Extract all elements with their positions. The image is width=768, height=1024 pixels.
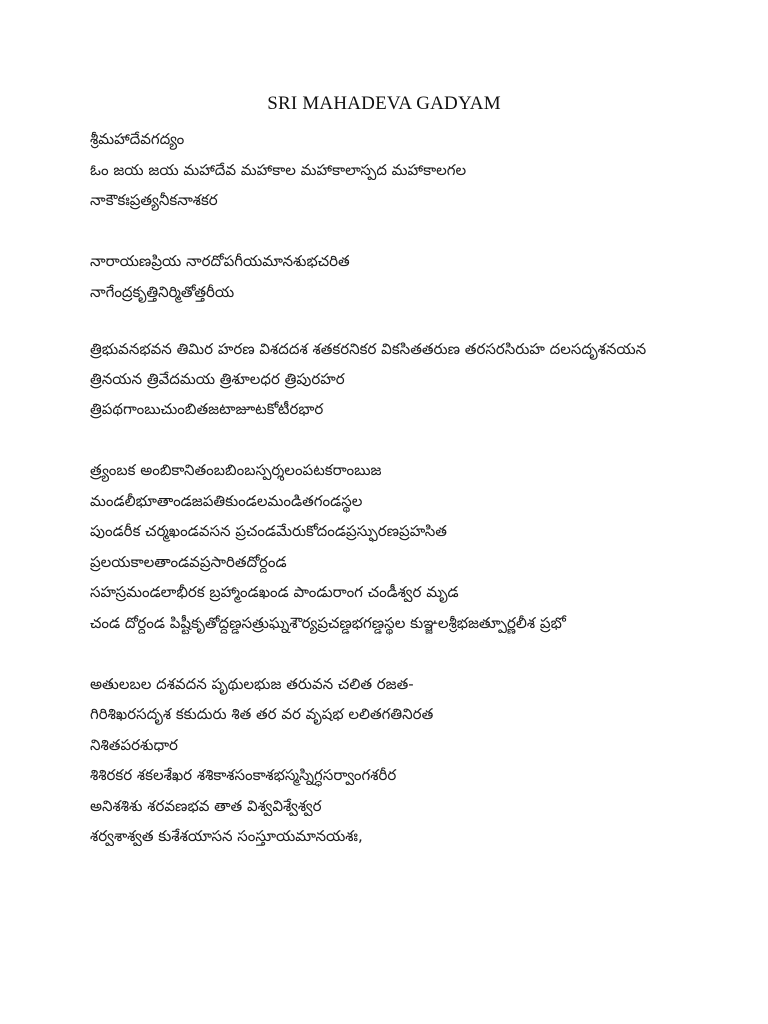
text-line: నాగేంద్రకృత్తినిర్మితోత్తరీయ	[90, 282, 235, 301]
text-line: నారాయణప్రియ నారదోపగీయమానశుభచరిత	[90, 252, 350, 270]
text-line: త్రినయన త్రివేదమయ త్రిశూలధర త్రిపురహర	[90, 369, 345, 388]
document-body	[90, 124, 690, 852]
text-line: త్రిభువనభవన తిమిర హరణ విశదదశ శతకరనికర వికసితతరుణ తరసరసిరుహ దలసదృశనయన	[90, 339, 647, 358]
text-line: ఓం జయ జయ మహాదేవ మహాకాల మహాకాలాస్పద మహాకాలగల	[90, 160, 467, 179]
text-line: సహస్రమండలాభీరక బ్రహ్మాండఖండ పాండురాంగ చండీశ్వర మృడ	[90, 583, 459, 601]
text-line: నాకౌకఃప్రత్యనీకనాశకర	[90, 191, 218, 209]
text-line: గిరిశిఖరసదృశ కకుదురు శిత తర వర వృషభ లలితగతినిరత	[90, 705, 434, 723]
text-line: నిశితపరశుధార	[90, 735, 178, 754]
text-line: అనిశశిశు శరవణభవ తాత విశ్వవిశ్వేశ్వర	[90, 796, 322, 815]
paragraph-gap	[90, 425, 690, 456]
text-line: శ్రీమహాదేవగద్యం	[90, 130, 185, 148]
text-line: శర్వశాశ్వత కుశేశయాసన సంస్తూయమానయశః,	[90, 827, 363, 845]
document-title: SRI MAHADEVA GADYAM	[267, 93, 501, 114]
paragraph-gap	[90, 638, 690, 669]
text-line: శిశిరకర శకలశేఖర శశికాశసంకాశభస్మస్నిగ్ధసర్వాంగశరీర	[90, 766, 397, 784]
text-line: అతులబల దశవదన పృథులభుజ తరువన చలిత రజత-	[90, 674, 414, 693]
paragraph-gap	[90, 307, 690, 338]
text-line: త్రిపథగాంబుచుంబితజటాజూటకోటీరభార	[90, 400, 324, 418]
text-line: పుండరీక చర్మఖండవసన ప్రచండమేరుకోదండప్రస్ఫురణప్రహసిత	[90, 522, 447, 540]
text-line: ప్రలయకాలతాండవప్రసారితదోర్దండ	[90, 552, 287, 571]
text-line: మండలీభూతాండజపతికుండలమండితగండస్థల	[90, 491, 363, 510]
paragraph-gap	[90, 216, 690, 247]
text-line: త్ర్యంబక అంబికానితంబబింబస్పర్శలంపటకరాంబుజ	[90, 461, 382, 479]
text-line: చండ దోర్దండ పిష్టీకృతోద్దణ్డసత్రుఘ్నశౌర్యప్రచణ్డభగణ్డస్థల కుఞ్జలశ్రీభజత్పూర్ణలీశ ప్రభో	[90, 613, 566, 632]
